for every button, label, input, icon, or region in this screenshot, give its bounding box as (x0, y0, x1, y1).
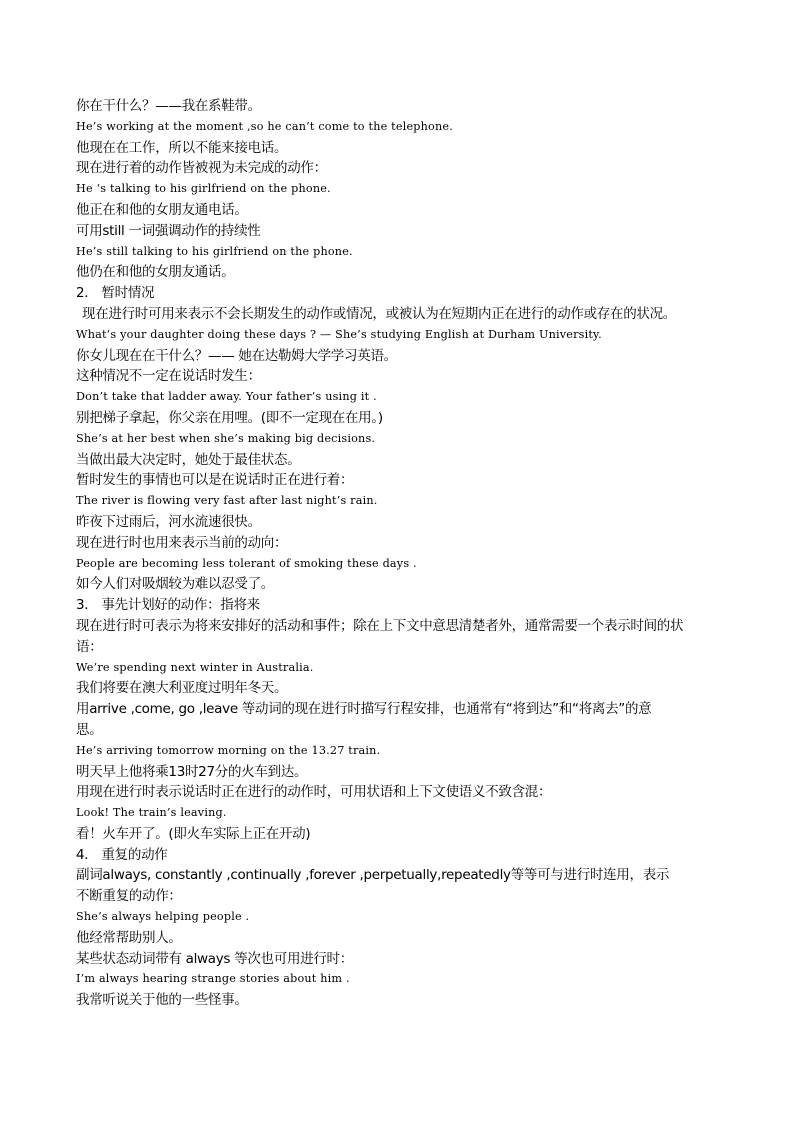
chinese-text-line: 语： (76, 638, 103, 655)
chinese-text-line: 现在进行着的动作皆被视为未完成的动作： (76, 160, 327, 177)
chinese-text-line: 现在进行时可用来表示不会长期发生的动作或情况，或被认为在短期内正在进行的动作或存在的状况。 (82, 305, 676, 322)
english-example-line: Look! The train’s leaving. (76, 806, 227, 820)
chinese-text-line: 看！火车开了。(即火车实际上正在开动) (76, 825, 311, 842)
chinese-text-line: 现在进行时可表示为将来安排好的活动和事件；除在上下文中意思清楚者外，通常需要一个表示时间的状 (76, 617, 684, 634)
chinese-text-line: 当做出最大决定时，她处于最佳状态。 (76, 451, 301, 468)
chinese-text-line: 别把梯子拿起，你父亲在用哩。(即不一定现在在用。) (76, 409, 383, 426)
chinese-text-line: 你在干什么？——我在系鞋带。 (76, 98, 261, 114)
chinese-text-line: 你女儿现在在干什么？—— 她在达勒姆大学学习英语。 (76, 347, 397, 364)
english-example-line: We’re spending next winter in Australia. (76, 660, 314, 674)
chinese-text-line: 昨夜下过雨后，河水流速很快。 (76, 513, 261, 530)
english-example-line: He ‘s talking to his girlfriend on the phone. (76, 182, 331, 196)
chinese-text-line: 现在进行时也用来表示当前的动向： (76, 534, 288, 551)
english-example-line: He’s still talking to his girlfriend on the phone. (76, 244, 353, 258)
chinese-text-line: 用arrive ,come, go ,leave 等动词的现在进行时描写行程安排，也通常有“将到达”和“将离去”的意 (76, 701, 652, 718)
chinese-text-line: 用现在进行时表示说话时正在进行的动作时，可用状语和上下文使语义不致含混： (76, 784, 552, 801)
english-example-line: He’s arriving tomorrow morning on the 13.27 train. (76, 743, 381, 757)
chinese-text-line: 他现在在工作，所以不能来接电话。 (76, 139, 288, 156)
chinese-text-line: 4． 重复的动作 (76, 846, 168, 863)
english-example-line: He’s working at the moment ,so he can’t come to the telephone. (76, 119, 453, 133)
chinese-text-line: 他仍在和他的女朋友通话。 (76, 264, 235, 281)
chinese-text-line: 我们将要在澳大利亚度过明年冬天。 (76, 680, 288, 697)
chinese-text-line: 3． 事先计划好的动作：指将来 (76, 597, 260, 614)
english-example-line: Don’t take that ladder away. Your father’s using it . (76, 390, 377, 404)
chinese-text-line: 如今人们对吸烟较为难以忍受了。 (76, 576, 274, 593)
chinese-text-line: 他经常帮助别人。 (76, 929, 182, 946)
chinese-text-line: 副词always, constantly ,continually ,forever ,perpetually,repeatedly等等可与进行时连用，表示 (76, 867, 670, 884)
english-example-line: The river is flowing very fast after last night’s rain. (76, 494, 378, 508)
english-example-line: She’s at her best when she’s making big decisions. (76, 431, 376, 445)
chinese-text-line: 明天早上他将乘13时27分的火车到达。 (76, 763, 308, 780)
english-example-line: She’s always helping people . (76, 910, 250, 924)
chinese-text-line: 可用still 一词强调动作的持续性 (76, 222, 261, 239)
chinese-text-line: 不断重复的动作： (76, 888, 182, 905)
chinese-text-line: 思。 (76, 721, 103, 738)
chinese-text-line: 这种情况不一定在说话时发生： (76, 368, 261, 385)
chinese-text-line: 2． 暂时情况 (76, 285, 155, 302)
chinese-text-line: 某些状态动词带有 always 等次也可用进行时： (76, 950, 353, 967)
chinese-text-line: 他正在和他的女朋友通电话。 (76, 201, 248, 218)
english-example-line: I’m always hearing strange stories about him . (76, 972, 350, 986)
document-body (76, 96, 726, 1011)
english-example-line: What’s your daughter doing these days ? — She’s studying English at Durham University. (76, 327, 602, 341)
english-example-line: People are becoming less tolerant of smoking these days . (76, 556, 417, 570)
chinese-text-line: 我常听说关于他的一些怪事。 (76, 992, 248, 1009)
chinese-text-line: 暂时发生的事情也可以是在说话时正在进行着： (76, 472, 354, 489)
